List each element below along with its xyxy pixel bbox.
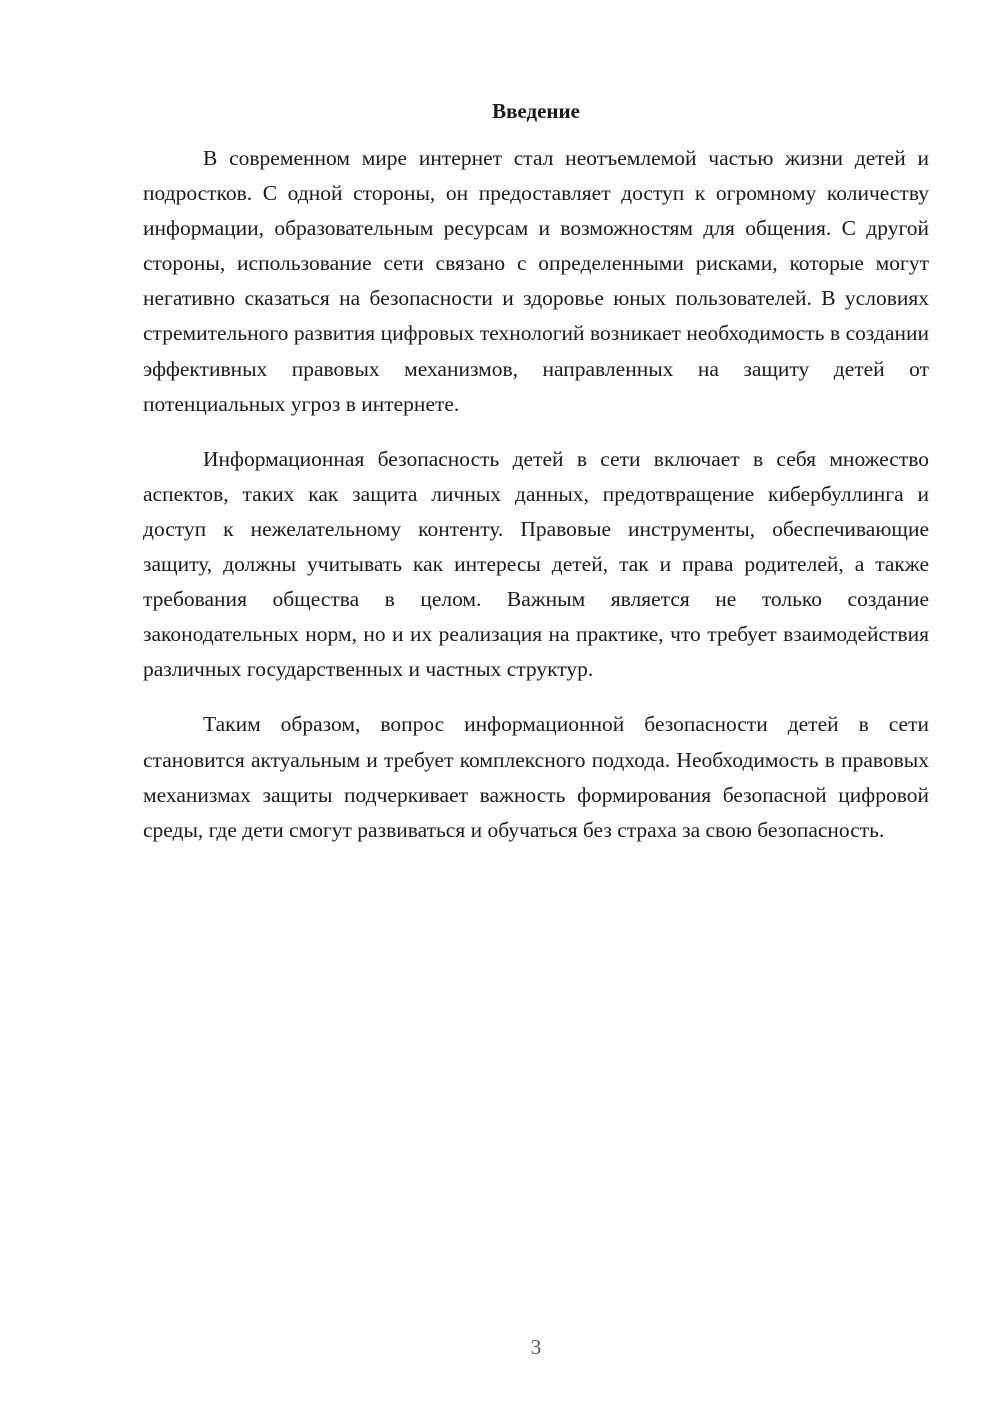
paragraph-3: Таким образом, вопрос информационной безопасности детей в сети становится актуальным и требует комплексного подхода. Необходимость в правовых механизмах защиты подчеркивает важность формирования безопасной цифровой среды, где дети смогут развиваться и обучаться без страха за свою безопасность.	[143, 712, 929, 842]
page-number: 3	[530, 1335, 542, 1359]
body-text	[143, 141, 929, 868]
paragraph-1: В современном мире интернет стал неотъемлемой частью жизни детей и подростков. С одной стороны, он предоставляет доступ к огромному количеству информации, образовательным ресурсам и возможностям для общения. С другой стороны, использование сети связано с определенными рисками, которые могут негативно сказаться на безопасности и здоровье юных пользователей. В условиях стремительного развития цифровых технологий возникает необходимость в создании эффективных правовых механизмов, направленных на защиту детей от потенциальных угроз в интернете.	[143, 146, 929, 416]
section-heading: Введение	[492, 99, 580, 123]
paragraph-2: Информационная безопасность детей в сети включает в себя множество аспектов, таких как защита личных данных, предотвращение кибербуллинга и доступ к нежелательному контенту. Правовые инструменты, обеспечивающие защиту, должны учитывать как интересы детей, так и права родителей, а также требования общества в целом. Важным является не только создание законодательных норм, но и их реализация на практике, что требует взаимодействия различных государственных и частных структур.	[143, 446, 929, 682]
